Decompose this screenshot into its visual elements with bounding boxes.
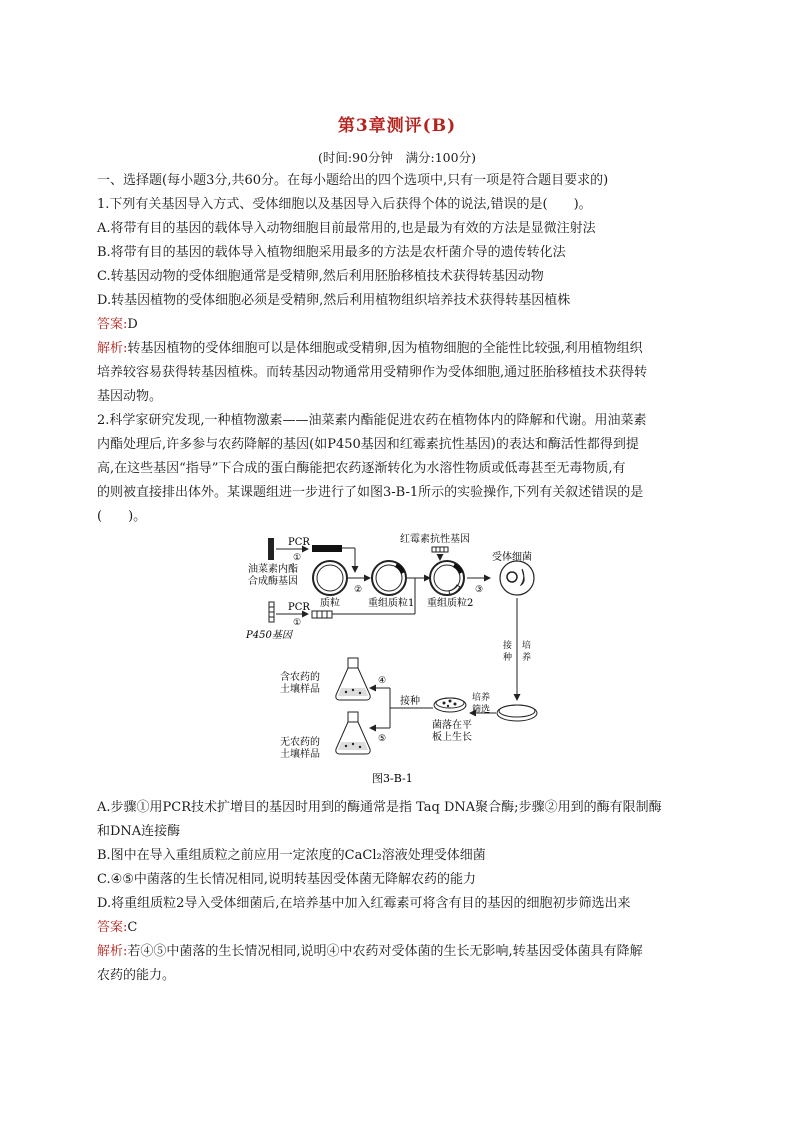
plasmid-ring	[313, 561, 347, 595]
q2-option-a-line-2: 和DNA连接酶	[97, 824, 181, 839]
gene1-label-line2: 合成酶基因	[248, 576, 298, 587]
gene-bar-top	[268, 538, 274, 560]
q1-analysis-line-1	[97, 341, 697, 357]
inoculate-char-1: 接	[503, 641, 513, 651]
q2-answer	[97, 920, 697, 936]
culture-char-2: 养	[522, 653, 532, 663]
answer-label: 答案:	[97, 920, 128, 935]
soil1-label-line2: 土壤样品	[280, 684, 320, 695]
analysis-label: 解析:	[97, 341, 128, 356]
q2-option-d: D.将重组质粒2导入受体细菌后,在培养基中加入红霉素可将含有目的基因的细胞初步筛选出来	[97, 896, 631, 911]
soil2-label-line1: 无农药的	[280, 737, 320, 748]
section-heading: 一、选择题(每小题3分,共60分。在每小题给出的四个选项中,只有一项是符合题目要求的)	[97, 173, 609, 188]
q2-analysis-line-2: 农药的能力。	[97, 968, 176, 983]
pcr-label-bottom: PCR	[288, 602, 310, 613]
host-bacteria-label: 受体细菌	[492, 552, 532, 563]
culture-char-1: 培	[522, 641, 532, 651]
screen-line2: 筛选	[472, 705, 491, 715]
step-1-label-top: ①	[293, 553, 302, 563]
q1-analysis-line-3: 基因动物。	[97, 389, 163, 404]
q1-option-c: C.转基因动物的受体细胞通常是受精卵,然后利用胚胎移植技术获得转基因动物	[97, 269, 544, 284]
colony-label-line2: 板上生长	[432, 732, 472, 743]
pcr-label-top: PCR	[288, 537, 310, 548]
soil2-label-line2: 土壤样品	[280, 749, 320, 760]
q2-option-c: C.④⑤中菌落的生长情况相同,说明转基因受体菌无降解农药的能力	[97, 872, 477, 887]
plasmid-label: 质粒	[320, 598, 340, 609]
recombinant-plasmid-1-label: 重组质粒1	[368, 598, 415, 609]
erythromycin-gene-label: 红霉素抗性基因	[400, 534, 470, 545]
q2-analysis-line-1	[97, 944, 697, 960]
figure-caption: 图3-B-1	[372, 772, 413, 785]
recombinant-plasmid-2-label: 重组质粒2	[427, 598, 474, 609]
q1-option-a: A.将带有目的基因的载体导入动物细胞目前最常用的,也是最为有效的方法是显微注射法	[97, 221, 596, 236]
soil1-label-line1: 含农药的	[280, 672, 320, 683]
step-1-label-bottom: ①	[293, 618, 302, 628]
inoculate-char-2: 种	[503, 653, 513, 663]
colony-label-line1: 菌落在平	[432, 720, 472, 731]
step-3-label: ③	[475, 585, 484, 595]
q1-option-b: B.将带有目的基因的载体导入植物细胞采用最多的方法是农杆菌介导的遗传转化法	[97, 245, 566, 260]
question-2-stem-line-5: ( )。	[97, 509, 147, 524]
answer-value: D	[127, 317, 138, 332]
page-title: 第3章测评(B)	[337, 116, 457, 136]
question-2-stem-line-1: 2.科学家研究发现,一种植物激素——油菜素内酯能促进农药在植物体内的降解和代谢。用油菜素	[97, 413, 647, 428]
step-2-label: ②	[354, 585, 363, 595]
question-2-stem-line-4: 的则被直接排出体外。某课题组进一步进行了如图3-B-1所示的实验操作,下列有关叙述错误的是	[97, 485, 644, 500]
q1-option-d: D.转基因植物的受体细胞必须是受精卵,然后利用植物组织培养技术获得转基因植株	[97, 293, 571, 308]
q1-answer	[97, 317, 697, 333]
experiment-diagram	[240, 530, 560, 792]
screen-line1: 培养	[472, 693, 491, 703]
exam-info: (时间:90分钟 满分:100分)	[318, 150, 476, 165]
analysis-text: 若④⑤中菌落的生长情况相同,说明④中农药对受体菌的生长无影响,转基因受体菌具有降解	[127, 944, 643, 959]
gene2-label: P450基因	[246, 630, 292, 641]
gene1-label-line1: 油菜素内酯	[248, 564, 298, 575]
question-2-stem-line-3: 高,在这些基因“指导”下合成的蛋白酶能把农药逐渐转化为水溶性物质或低毒甚至无毒物质,有	[97, 461, 626, 476]
flask-with-pesticide	[336, 658, 370, 700]
answer-label: 答案:	[97, 317, 128, 332]
amplified-gene-top	[312, 545, 342, 552]
analysis-label: 解析:	[97, 944, 128, 959]
answer-value: C	[127, 920, 138, 935]
question-2-stem-line-2: 内酯处理后,许多参与农药降解的基因(如P450基因和红霉素抗性基因)的表达和酶活性都得到提	[97, 437, 639, 452]
q2-option-b: B.图中在导入重组质粒之前应用一定浓度的CaCl₂溶液处理受体细菌	[97, 848, 486, 863]
analysis-text: 转基因植物的受体细胞可以是体细胞或受精卵,因为植物细胞的全能性比较强,利用植物组织	[127, 341, 643, 356]
question-1-stem: 1.下列有关基因导入方式、受体细胞以及基因导入后获得个体的说法,错误的是( )。	[97, 197, 592, 212]
step-5-label: ⑤	[378, 734, 387, 744]
inoculate-label: 接种	[400, 696, 420, 707]
q2-option-a-line-1: A.步骤①用PCR技术扩增目的基因时用到的酶通常是指 Taq DNA聚合酶;步骤②用到的酶有限制酶	[97, 800, 662, 815]
step-4-label: ④	[378, 676, 387, 686]
q1-analysis-line-2: 培养较容易获得转基因植株。而转基因动物通常用受精卵作为受体细胞,通过胚胎移植技术获得转	[97, 365, 648, 380]
flask-without-pesticide	[336, 712, 370, 754]
